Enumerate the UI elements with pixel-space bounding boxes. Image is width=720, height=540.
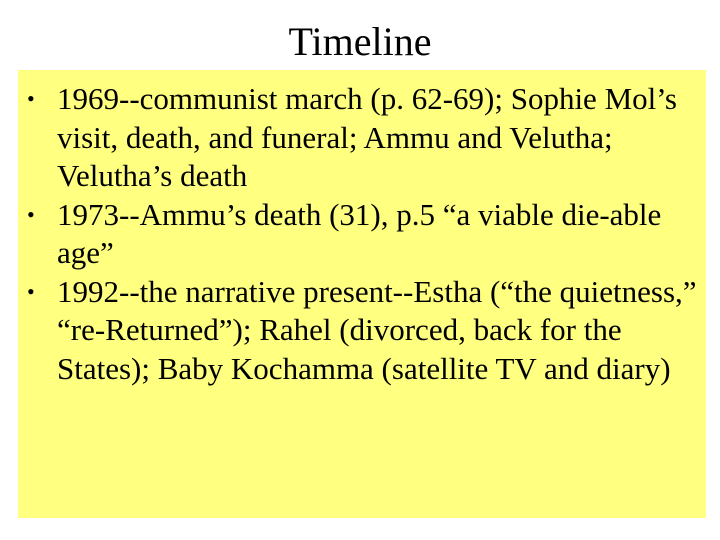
bullet-text: 1969--communist march (p. 62-69); Sophie Mol’s visit, death, and funeral; Ammu and Velutha; Velutha’s death [57,81,677,193]
bullet-item-1992 [18,273,706,389]
bullet-list [18,70,706,388]
bullet-icon: • [27,86,35,111]
slide-title: Timeline [288,19,432,64]
bullet-text: 1973--Ammu’s death (31), p.5 “a viable die-able age” [57,196,662,270]
bullet-icon: • [27,201,35,227]
bullet-text: 1992--the narrative present--Estha (“the quietness,” “re-Returned”); Rahel (divorced, back for the States); Baby Kochamma (satellite TV and diary) [57,273,697,386]
bullet-icon: • [27,278,35,304]
bullet-item-1969 [18,80,706,196]
content-box [18,70,706,518]
bullet-item-1973 [18,196,706,273]
